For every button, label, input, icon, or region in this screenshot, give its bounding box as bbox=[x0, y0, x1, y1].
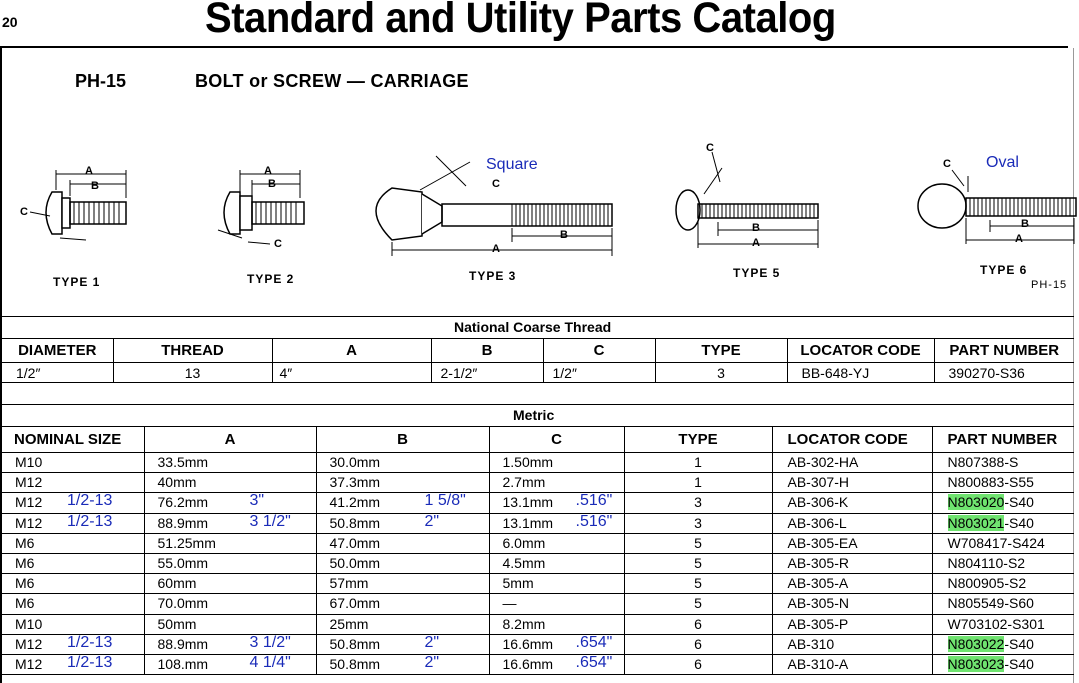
nominal-size-value: M12 bbox=[15, 474, 43, 491]
inch-size-annotation: 1/2-13 bbox=[67, 492, 113, 510]
part-number-suffix: N800883-S55 bbox=[947, 474, 1034, 491]
cell-locator-code: BB-648-YJ bbox=[787, 363, 934, 383]
cell-part-number bbox=[932, 634, 1074, 654]
c-value: 2.7mm bbox=[502, 474, 546, 491]
a-value: 88.9mm bbox=[157, 514, 209, 531]
cell-type: 3 bbox=[624, 493, 772, 513]
col-header-c: C bbox=[489, 427, 624, 453]
cell-a bbox=[144, 553, 316, 573]
bolt-type-drawings bbox=[0, 130, 1079, 300]
inch-b-annotation: 1 5/8" bbox=[424, 492, 466, 510]
b-value: 57mm bbox=[329, 575, 369, 592]
section-rule bbox=[2, 404, 1074, 405]
page-title: Standard and Utility Parts Catalog bbox=[205, 0, 836, 42]
cell-locator-code: AB-305-R bbox=[772, 553, 932, 573]
cell-nominal-size bbox=[2, 654, 144, 674]
dim-c-label: C bbox=[20, 206, 28, 218]
cell-b bbox=[316, 574, 489, 594]
inch-size-annotation: 1/2-13 bbox=[67, 512, 113, 530]
c-value: 5mm bbox=[502, 575, 534, 592]
inch-c-annotation: .654" bbox=[575, 633, 613, 651]
cell-part-number bbox=[932, 594, 1074, 614]
cell-c bbox=[489, 493, 624, 513]
b-value: 50.0mm bbox=[329, 555, 381, 572]
col-header-b: B bbox=[431, 339, 543, 363]
inch-a-annotation: 4 1/4" bbox=[249, 653, 291, 671]
inch-b-annotation: 2" bbox=[424, 633, 440, 651]
col-header-part-number: PART NUMBER bbox=[934, 339, 1074, 363]
cell-nominal-size bbox=[2, 614, 144, 634]
col-header-b: B bbox=[316, 427, 489, 453]
cell-nominal-size bbox=[2, 634, 144, 654]
table-row bbox=[2, 363, 1074, 383]
part-description: BOLT or SCREW — CARRIAGE bbox=[195, 71, 469, 91]
part-number-suffix: -S40 bbox=[1004, 655, 1034, 672]
nominal-size-value: M12 bbox=[15, 514, 43, 531]
b-value: 50.8mm bbox=[329, 655, 381, 672]
cell-b bbox=[316, 594, 489, 614]
col-header-part-number: PART NUMBER bbox=[932, 427, 1074, 453]
cell-c bbox=[489, 634, 624, 654]
cell-part-number bbox=[932, 553, 1074, 573]
c-value: 16.6mm bbox=[502, 655, 554, 672]
inch-b-annotation: 2" bbox=[424, 512, 440, 530]
dim-a-label: A bbox=[1015, 233, 1023, 245]
table-row bbox=[2, 594, 1074, 614]
cell-b bbox=[316, 473, 489, 493]
part-number-suffix: N804110-S2 bbox=[947, 555, 1026, 572]
cell-part-number bbox=[932, 574, 1074, 594]
page-number: 20 bbox=[2, 14, 18, 30]
metric-table-body bbox=[2, 453, 1074, 675]
b-value: 47.0mm bbox=[329, 534, 381, 551]
c-value: 1.50mm bbox=[502, 454, 554, 471]
cell-type: 5 bbox=[624, 553, 772, 573]
a-value: 88.9mm bbox=[157, 635, 209, 652]
type-2-drawing bbox=[218, 170, 304, 244]
col-header-c: C bbox=[543, 339, 655, 363]
cell-locator-code: AB-310 bbox=[772, 634, 932, 654]
col-header-a: A bbox=[144, 427, 316, 453]
cell-a bbox=[144, 473, 316, 493]
cell-type: 1 bbox=[624, 473, 772, 493]
table-row bbox=[2, 513, 1074, 533]
cell-type: 6 bbox=[624, 634, 772, 654]
cell-type: 5 bbox=[624, 574, 772, 594]
cell-c bbox=[489, 553, 624, 573]
a-value: 60mm bbox=[157, 575, 197, 592]
cell-diameter: 1/2″ bbox=[16, 364, 41, 381]
table-row bbox=[2, 533, 1074, 553]
col-header-type: TYPE bbox=[655, 339, 787, 363]
c-value: 4.5mm bbox=[502, 555, 546, 572]
col-header-thread: THREAD bbox=[113, 339, 272, 363]
cell-c bbox=[489, 614, 624, 634]
inch-c-annotation: .516" bbox=[575, 512, 613, 530]
part-number-suffix: -S40 bbox=[1004, 514, 1034, 531]
cell-part-number bbox=[932, 533, 1074, 553]
col-header-nominal-size: NOMINAL SIZE bbox=[14, 431, 122, 448]
b-value: 50.8mm bbox=[329, 635, 381, 652]
table-row bbox=[2, 654, 1074, 674]
nominal-size-value: M12 bbox=[15, 655, 43, 672]
cell-b bbox=[316, 493, 489, 513]
nominal-size-value: M6 bbox=[15, 595, 35, 612]
b-value: 37.3mm bbox=[329, 474, 381, 491]
part-number-highlight: N803023 bbox=[947, 655, 1005, 672]
type-6-label: TYPE 6 bbox=[980, 263, 1028, 277]
cell-c bbox=[489, 453, 624, 473]
cell-c bbox=[489, 594, 624, 614]
cell-b bbox=[316, 553, 489, 573]
part-number-suffix: W708417-S424 bbox=[947, 534, 1045, 551]
type-5-label: TYPE 5 bbox=[733, 266, 781, 280]
b-value: 67.0mm bbox=[329, 595, 381, 612]
cell-part-number bbox=[932, 513, 1074, 533]
inch-c-annotation: .516" bbox=[575, 492, 613, 510]
cell-c: 1/2″ bbox=[543, 363, 655, 383]
part-number-highlight: N803022 bbox=[947, 635, 1005, 652]
nct-section-title: National Coarse Thread bbox=[454, 319, 612, 335]
metric-section-title: Metric bbox=[513, 407, 555, 423]
table-row bbox=[2, 574, 1074, 594]
cell-locator-code: AB-305-N bbox=[772, 594, 932, 614]
inch-a-annotation: 3 1/2" bbox=[249, 633, 291, 651]
cell-locator-code: AB-302-HA bbox=[772, 453, 932, 473]
cell-a: 4″ bbox=[272, 363, 431, 383]
c-value: — bbox=[502, 595, 517, 612]
square-annotation: Square bbox=[486, 156, 538, 173]
part-number-highlight: N803020 bbox=[947, 494, 1005, 511]
part-number-highlight: N803021 bbox=[947, 514, 1005, 531]
cell-thread: 13 bbox=[113, 363, 272, 383]
col-header-a: A bbox=[272, 339, 431, 363]
cell-nominal-size bbox=[2, 473, 144, 493]
col-header-locator-code: LOCATOR CODE bbox=[772, 427, 932, 453]
a-value: 108.mm bbox=[157, 655, 209, 672]
cell-a bbox=[144, 634, 316, 654]
nominal-size-value: M6 bbox=[15, 575, 35, 592]
cell-locator-code: AB-305-A bbox=[772, 574, 932, 594]
cell-part-number: 390270-S36 bbox=[934, 363, 1074, 383]
cell-locator-code: AB-310-A bbox=[772, 654, 932, 674]
cell-b bbox=[316, 453, 489, 473]
type-1-drawing bbox=[30, 170, 126, 240]
cell-locator-code: AB-305-EA bbox=[772, 533, 932, 553]
c-value: 8.2mm bbox=[502, 615, 546, 632]
cell-a bbox=[144, 654, 316, 674]
metric-table bbox=[2, 427, 1074, 675]
a-value: 70.0mm bbox=[157, 595, 209, 612]
metric-header-row bbox=[2, 427, 1074, 453]
cell-a bbox=[144, 533, 316, 553]
dim-c-label: C bbox=[492, 178, 500, 190]
c-value: 6.0mm bbox=[502, 534, 546, 551]
type-5-drawing bbox=[676, 152, 818, 248]
col-header-diameter: DIAMETER bbox=[18, 342, 97, 359]
cell-b bbox=[316, 533, 489, 553]
cell-type: 1 bbox=[624, 453, 772, 473]
cell-part-number bbox=[932, 493, 1074, 513]
cell-part-number bbox=[932, 453, 1074, 473]
dim-a-label: A bbox=[752, 237, 760, 249]
nct-header-row bbox=[2, 339, 1074, 363]
part-number-suffix: N807388-S bbox=[947, 454, 1019, 471]
nominal-size-value: M12 bbox=[15, 494, 43, 511]
cell-c bbox=[489, 513, 624, 533]
table-row bbox=[2, 493, 1074, 513]
nominal-size-value: M6 bbox=[15, 534, 35, 551]
inch-size-annotation: 1/2-13 bbox=[67, 653, 113, 671]
c-value: 16.6mm bbox=[502, 635, 554, 652]
dim-b-label: B bbox=[91, 180, 99, 192]
cell-b bbox=[316, 614, 489, 634]
part-number-suffix: N800905-S2 bbox=[947, 575, 1027, 592]
cell-a bbox=[144, 453, 316, 473]
cell-locator-code: AB-307-H bbox=[772, 473, 932, 493]
dim-b-label: B bbox=[268, 178, 276, 190]
col-header-locator-code: LOCATOR CODE bbox=[787, 339, 934, 363]
table-row bbox=[2, 473, 1074, 493]
cell-type: 6 bbox=[624, 614, 772, 634]
b-value: 30.0mm bbox=[329, 454, 381, 471]
cell-nominal-size bbox=[2, 493, 144, 513]
part-number-suffix: N805549-S60 bbox=[947, 595, 1034, 612]
cell-locator-code: AB-306-L bbox=[772, 513, 932, 533]
cell-nominal-size bbox=[2, 513, 144, 533]
a-value: 40mm bbox=[157, 474, 197, 491]
cell-type: 5 bbox=[624, 594, 772, 614]
dim-c-label: C bbox=[943, 158, 951, 170]
cell-a bbox=[144, 614, 316, 634]
type-3-label: TYPE 3 bbox=[469, 269, 517, 283]
table-row bbox=[2, 634, 1074, 654]
part-number-suffix: -S40 bbox=[1004, 635, 1034, 652]
cell-part-number bbox=[932, 654, 1074, 674]
figure-code: PH-15 bbox=[1031, 279, 1068, 291]
table-row bbox=[2, 453, 1074, 473]
cell-b: 2-1/2″ bbox=[431, 363, 543, 383]
part-code: PH-15 bbox=[75, 71, 127, 91]
nominal-size-value: M6 bbox=[15, 555, 35, 572]
c-value: 13.1mm bbox=[502, 494, 554, 511]
cell-c bbox=[489, 473, 624, 493]
a-value: 51.25mm bbox=[157, 534, 216, 551]
cell-a bbox=[144, 513, 316, 533]
cell-c bbox=[489, 574, 624, 594]
b-value: 50.8mm bbox=[329, 514, 381, 531]
cell-b bbox=[316, 654, 489, 674]
cell-nominal-size bbox=[2, 533, 144, 553]
cell-type: 5 bbox=[624, 533, 772, 553]
dim-c-label: C bbox=[706, 142, 714, 154]
dim-c-label: C bbox=[274, 238, 282, 250]
title-rule bbox=[0, 46, 1068, 48]
type-2-label: TYPE 2 bbox=[247, 272, 295, 286]
cell-nominal-size bbox=[2, 553, 144, 573]
cell-locator-code: AB-306-K bbox=[772, 493, 932, 513]
cell-b bbox=[316, 513, 489, 533]
nominal-size-value: M10 bbox=[15, 454, 43, 471]
cell-type: 3 bbox=[624, 513, 772, 533]
cell-a bbox=[144, 594, 316, 614]
nominal-size-value: M10 bbox=[15, 615, 43, 632]
cell-type: 6 bbox=[624, 654, 772, 674]
cell-part-number bbox=[932, 614, 1074, 634]
table-row bbox=[2, 614, 1074, 634]
cell-a bbox=[144, 574, 316, 594]
dim-a-label: A bbox=[85, 165, 93, 177]
part-number-suffix: -S40 bbox=[1004, 494, 1034, 511]
cell-b bbox=[316, 634, 489, 654]
oval-annotation: Oval bbox=[986, 154, 1019, 171]
b-value: 41.2mm bbox=[329, 494, 381, 511]
part-number-suffix: W703102-S301 bbox=[947, 615, 1045, 632]
cell-nominal-size bbox=[2, 453, 144, 473]
cell-c bbox=[489, 654, 624, 674]
national-coarse-table bbox=[2, 339, 1074, 383]
section-rule bbox=[2, 316, 1074, 317]
dim-a-label: A bbox=[492, 243, 500, 255]
inch-a-annotation: 3 1/2" bbox=[249, 512, 291, 530]
a-value: 76.2mm bbox=[157, 494, 209, 511]
cell-type: 3 bbox=[655, 363, 787, 383]
type-1-label: TYPE 1 bbox=[53, 275, 101, 289]
col-header-type: TYPE bbox=[624, 427, 772, 453]
cell-c bbox=[489, 533, 624, 553]
c-value: 13.1mm bbox=[502, 514, 554, 531]
cell-nominal-size bbox=[2, 594, 144, 614]
dim-b-label: B bbox=[1021, 218, 1029, 230]
table-row bbox=[2, 553, 1074, 573]
inch-c-annotation: .654" bbox=[575, 653, 613, 671]
dim-a-label: A bbox=[264, 165, 272, 177]
cell-locator-code: AB-305-P bbox=[772, 614, 932, 634]
a-value: 55.0mm bbox=[157, 555, 209, 572]
dim-b-label: B bbox=[560, 229, 568, 241]
a-value: 50mm bbox=[157, 615, 197, 632]
type-6-drawing bbox=[918, 170, 1076, 244]
dim-b-label: B bbox=[752, 222, 760, 234]
cell-a bbox=[144, 493, 316, 513]
cell-part-number bbox=[932, 473, 1074, 493]
b-value: 25mm bbox=[329, 615, 369, 632]
cell-nominal-size bbox=[2, 574, 144, 594]
inch-b-annotation: 2" bbox=[424, 653, 440, 671]
inch-size-annotation: 1/2-13 bbox=[67, 633, 113, 651]
a-value: 33.5mm bbox=[157, 454, 209, 471]
nominal-size-value: M12 bbox=[15, 635, 43, 652]
inch-a-annotation: 3" bbox=[249, 492, 265, 510]
